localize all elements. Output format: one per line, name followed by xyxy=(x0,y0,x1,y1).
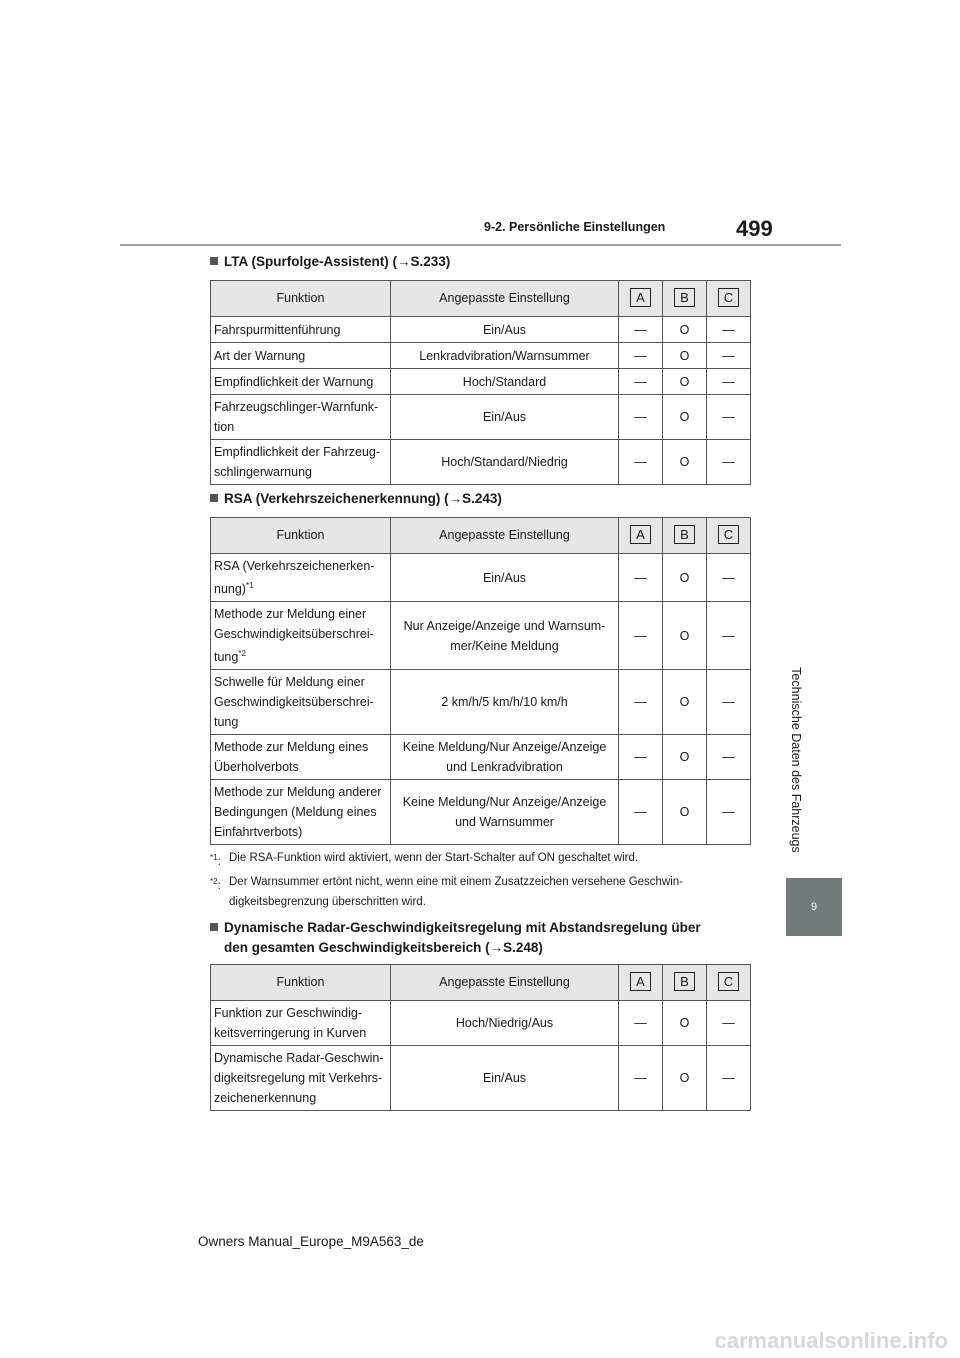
table-row xyxy=(211,735,751,780)
table-row xyxy=(211,440,751,485)
header-c xyxy=(707,965,751,1001)
table-row xyxy=(211,395,751,440)
header-c xyxy=(707,281,751,317)
bullet-square-icon xyxy=(210,257,218,265)
table-lta xyxy=(210,280,751,485)
cell-function: Fahrspurmittenführung xyxy=(211,317,391,343)
cell-setting: Ein/Aus xyxy=(391,1046,619,1111)
cell-c: — xyxy=(707,554,751,602)
header-a xyxy=(619,281,663,317)
header-setting: Angepasste Einstellung xyxy=(391,518,619,554)
cell-b: O xyxy=(663,1046,707,1111)
cell-setting: Keine Meldung/Nur Anzeige/Anzeige und Warnsummer xyxy=(391,780,619,845)
page-number: 499 xyxy=(736,216,773,241)
header-function: Funktion xyxy=(211,281,391,317)
cell-function: Methode zur Meldung eines Überholverbots xyxy=(211,735,391,780)
box-c-icon: C xyxy=(718,525,739,544)
cell-b: O xyxy=(663,317,707,343)
box-a-icon: A xyxy=(630,525,651,544)
cell-a: — xyxy=(619,1001,663,1046)
footnote-2: $^{*2}$: Der Warnsummer ertönt nicht, wenn eine mit einem Zusatzzeichen versehene Geschwin-digkeitsbegrenzung überschritten wird. xyxy=(210,876,684,908)
cell-setting: Ein/Aus xyxy=(391,554,619,602)
cell-b: O xyxy=(663,735,707,780)
cell-a: — xyxy=(619,735,663,780)
table-row xyxy=(211,317,751,343)
cell-function: Empfindlichkeit der Warnung xyxy=(211,369,391,395)
cell-a: — xyxy=(619,369,663,395)
cell-setting: Hoch/Niedrig/Aus xyxy=(391,1001,619,1046)
box-c-icon: C xyxy=(718,288,739,307)
cell-a: — xyxy=(619,343,663,369)
table-row xyxy=(211,554,751,602)
box-b-icon: B xyxy=(674,972,695,991)
cell-function: Art der Warnung xyxy=(211,343,391,369)
section-heading-acc: Dynamische Radar-Geschwindigkeitsregelung mit Abstandsregelung über den gesamten Geschwindigkeitsbereich (→S.248) xyxy=(210,918,701,958)
header-setting: Angepasste Einstellung xyxy=(391,281,619,317)
header-b xyxy=(663,281,707,317)
cell-c: — xyxy=(707,735,751,780)
header-b xyxy=(663,518,707,554)
cell-b: O xyxy=(663,369,707,395)
table-header-row xyxy=(211,518,751,554)
cell-setting: Lenkradvibration/Warnsummer xyxy=(391,343,619,369)
cell-a: — xyxy=(619,440,663,485)
cell-function: Empfindlichkeit der Fahrzeug- schlingerwarnung xyxy=(211,440,391,485)
table-row xyxy=(211,670,751,735)
cell-function: RSA (Verkehrszeichenerken- nung)$^{*1}$ xyxy=(211,554,391,602)
table-header-row xyxy=(211,281,751,317)
cell-c: — xyxy=(707,317,751,343)
cell-setting: Keine Meldung/Nur Anzeige/Anzeige und Lenkradvibration xyxy=(391,735,619,780)
cell-setting: 2 km/h/5 km/h/10 km/h xyxy=(391,670,619,735)
header-a xyxy=(619,965,663,1001)
cell-b: O xyxy=(663,554,707,602)
cell-setting: Ein/Aus xyxy=(391,395,619,440)
box-b-icon: B xyxy=(674,525,695,544)
cell-b: O xyxy=(663,670,707,735)
box-a-icon: A xyxy=(630,972,651,991)
bullet-square-icon xyxy=(210,923,218,931)
cell-c: — xyxy=(707,395,751,440)
footnote-1: $^{*1}$: Die RSA-Funktion wird aktiviert, wenn der Start-Schalter auf ON geschaltet wird. xyxy=(210,852,639,868)
cell-c: — xyxy=(707,602,751,670)
header-rule xyxy=(120,244,841,246)
cell-a: — xyxy=(619,602,663,670)
table-row xyxy=(211,343,751,369)
table-row xyxy=(211,1001,751,1046)
cell-b: O xyxy=(663,343,707,369)
section-heading-rsa: RSA (Verkehrszeichenerkennung) (→S.243) xyxy=(210,489,502,509)
table-acc xyxy=(210,964,751,1111)
cell-c: — xyxy=(707,1046,751,1111)
header-c xyxy=(707,518,751,554)
cell-a: — xyxy=(619,1046,663,1111)
cell-setting: Ein/Aus xyxy=(391,317,619,343)
cell-c: — xyxy=(707,1001,751,1046)
table-rsa xyxy=(210,517,751,845)
cell-b: O xyxy=(663,395,707,440)
box-a-icon: A xyxy=(630,288,651,307)
cell-a: — xyxy=(619,395,663,440)
box-b-icon: B xyxy=(674,288,695,307)
chapter-tab: 9 xyxy=(786,878,842,936)
table-row xyxy=(211,1046,751,1111)
cell-function: Schwelle für Meldung einer Geschwindigkeitsüberschrei- tung xyxy=(211,670,391,735)
footer-manual-id: Owners Manual_Europe_M9A563_de xyxy=(198,1234,424,1249)
cell-a: — xyxy=(619,670,663,735)
cell-b: O xyxy=(663,440,707,485)
cell-setting: Nur Anzeige/Anzeige und Warnsum- mer/Keine Meldung xyxy=(391,602,619,670)
cell-a: — xyxy=(619,554,663,602)
header-a xyxy=(619,518,663,554)
cell-setting: Hoch/Standard xyxy=(391,369,619,395)
cell-function: Funktion zur Geschwindig- keitsverringerung in Kurven xyxy=(211,1001,391,1046)
table-row xyxy=(211,369,751,395)
table-row xyxy=(211,602,751,670)
section-heading-lta: LTA (Spurfolge-Assistent) (→S.233) xyxy=(210,252,450,272)
cell-b: O xyxy=(663,780,707,845)
header-setting: Angepasste Einstellung xyxy=(391,965,619,1001)
cell-function: Methode zur Meldung einer Geschwindigkeitsüberschrei- tung$^{*2}$ xyxy=(211,602,391,670)
cell-function: Fahrzeugschlinger-Warnfunk- tion xyxy=(211,395,391,440)
cell-c: — xyxy=(707,440,751,485)
box-c-icon: C xyxy=(718,972,739,991)
cell-setting: Hoch/Standard/Niedrig xyxy=(391,440,619,485)
table-header-row xyxy=(211,965,751,1001)
cell-function: Methode zur Meldung anderer Bedingungen (Meldung eines Einfahrtverbots) xyxy=(211,780,391,845)
cell-b: O xyxy=(663,602,707,670)
header-function: Funktion xyxy=(211,965,391,1001)
cell-a: — xyxy=(619,317,663,343)
cell-function: Dynamische Radar-Geschwin- digkeitsregelung mit Verkehrs- zeichenerkennung xyxy=(211,1046,391,1111)
header-function: Funktion xyxy=(211,518,391,554)
watermark: carmanualsonline.info xyxy=(714,1328,948,1353)
header-b xyxy=(663,965,707,1001)
cell-a: — xyxy=(619,780,663,845)
table-row xyxy=(211,780,751,845)
cell-c: — xyxy=(707,369,751,395)
cell-c: — xyxy=(707,670,751,735)
chapter-title: 9-2. Persönliche Einstellungen xyxy=(484,220,666,234)
cell-c: — xyxy=(707,343,751,369)
cell-b: O xyxy=(663,1001,707,1046)
bullet-square-icon xyxy=(210,494,218,502)
cell-c: — xyxy=(707,780,751,845)
